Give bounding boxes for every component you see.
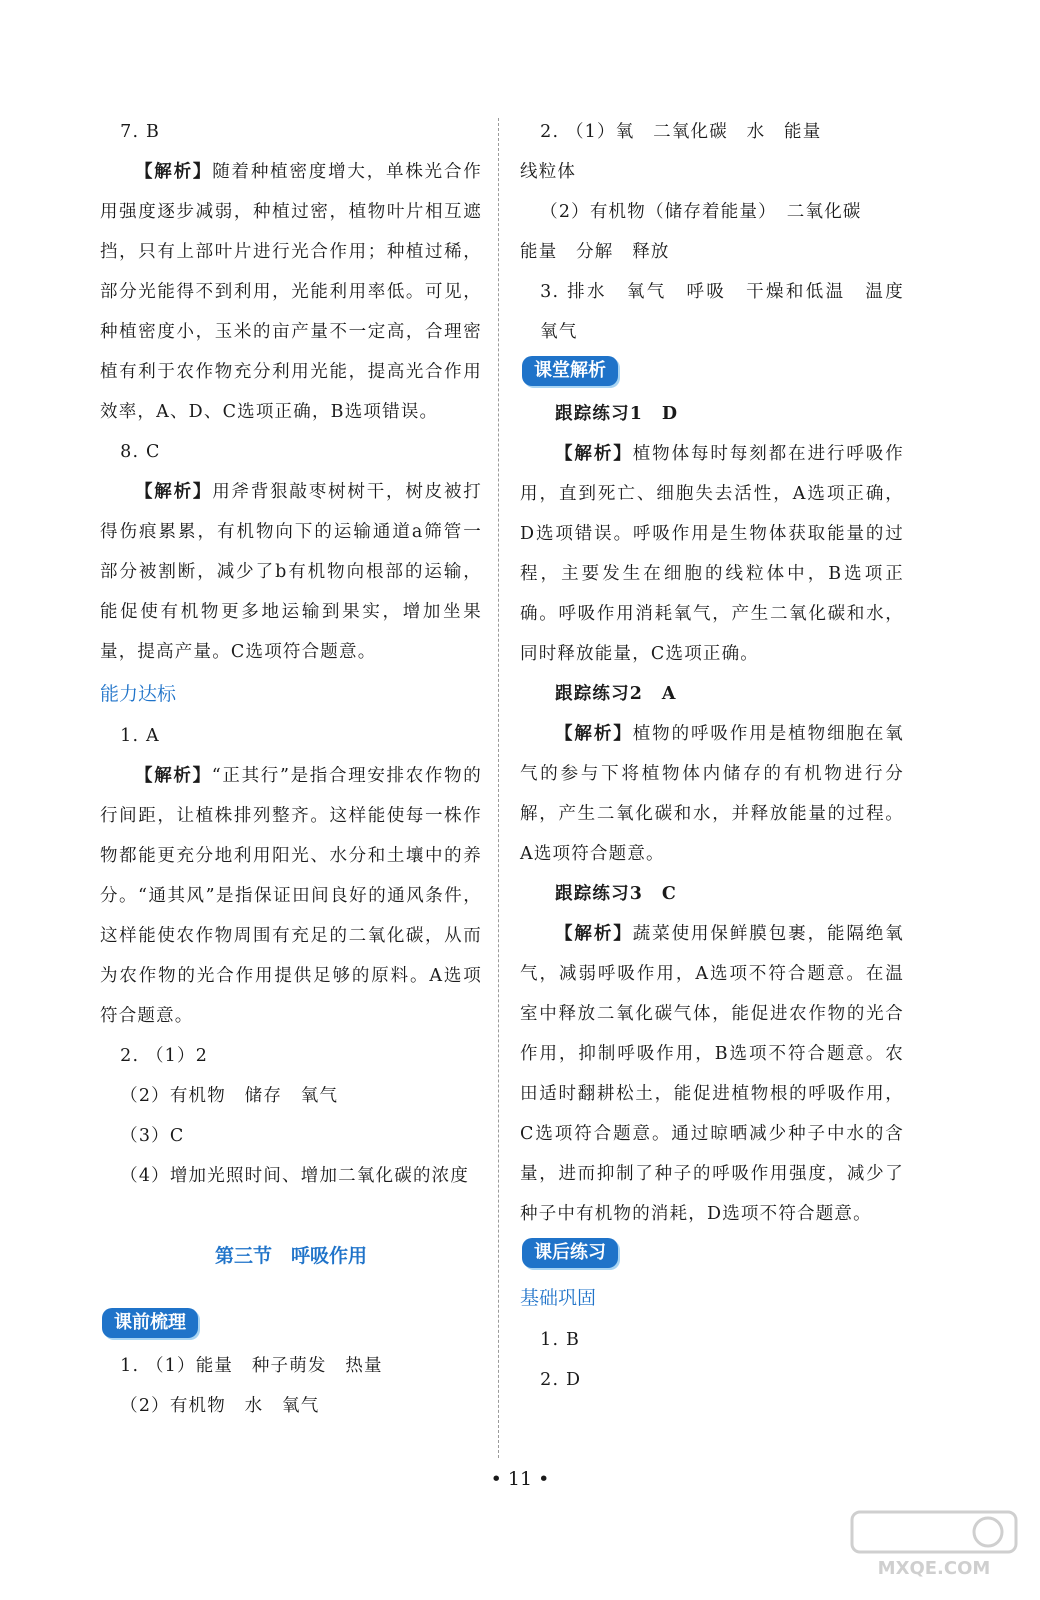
answer-7: 7. B: [120, 122, 161, 142]
analysis-text: 随着种植密度增大，单株光合作用强度逐步减弱，种植过密，植物叶片相互遮挡，只有上部叶片进行光合作用；种植过稀，部分光能得不到利用，光能利用率低。可见，种植密度小，玉米的亩产量不一定高，合理密植有利于农作物充分利用光能，提高光合作用效率，A、D、C选项正确，B选项错误。: [100, 162, 482, 422]
column-divider: [498, 118, 499, 1458]
analysis-tag: 【解析】: [135, 766, 212, 786]
watermark-logo: [848, 1508, 1020, 1580]
analysis-7: [100, 152, 482, 432]
analysis-8: [100, 472, 482, 672]
analysis-tag: 【解析】: [555, 444, 633, 464]
analysis-tag: 【解析】: [135, 162, 213, 182]
tracking-1-analysis: [520, 434, 904, 674]
pre-answer-1-1: 1. （1）能量 种子萌发 热量: [120, 1356, 383, 1376]
ability-analysis-1: [100, 756, 482, 1036]
left-column: [100, 112, 482, 1426]
analysis-text: 用斧背狠敲枣树树干，树皮被打得伤痕累累，有机物向下的运输通道a筛管一部分被割断，减少了b有机物向根部的运输，能促使有机物更多地运输到果实，增加坐果量，提高产量。C选项符合题意。: [100, 482, 482, 662]
ability-answer-2-4: （4）增加光照时间、增加二氧化碳的浓度: [120, 1166, 470, 1186]
tracking-2: 跟踪练习2 A: [555, 684, 677, 704]
analysis-text: 植物体每时每刻都在进行呼吸作用，直到死亡、细胞失去活性，A选项正确，D选项错误。呼吸作用是生物体获取能量的过程，主要发生在细胞的线粒体中，B选项正确。呼吸作用消耗氧气，产生二氧化碳和水，同时释放能量，C选项正确。: [520, 444, 904, 664]
watermark-text: MXQE.COM: [877, 1558, 991, 1579]
analysis-text: 植物的呼吸作用是植物细胞在氧气的参与下将植物体内储存的有机物进行分解，产生二氧化碳和水，并释放能量的过程。A选项符合题意。: [520, 724, 904, 864]
tracking-3: 跟踪练习3 C: [555, 884, 678, 904]
pre-answer-2-2b: 能量 分解 释放: [520, 242, 670, 262]
chapter-title: 第三节 呼吸作用: [214, 1245, 367, 1267]
ability-answer-2-2: （2）有机物 储存 氧气: [120, 1086, 339, 1106]
tracking-3-analysis: [520, 914, 904, 1234]
pre-answer-3: 3. 排水 氧气 呼吸 干燥和低温 温度 氧气: [540, 282, 923, 342]
basic-answer-2: 2. D: [540, 1370, 582, 1390]
tracking-1: 跟踪练习1 D: [555, 404, 679, 424]
answer-8: 8. C: [120, 442, 161, 462]
analysis-text: 蔬菜使用保鲜膜包裹，能隔绝氧气，减弱呼吸作用，A选项不符合题意。在温室中释放二氧化碳气体，能促进农作物的光合作用，抑制呼吸作用，B选项不符合题意。农田适时翻耕松土，能促进植物根的呼吸作用，C选项符合题意。通过晾晒减少种子中水的含量，进而抑制了种子的呼吸作用强度，减少了种子中有机物的消耗，D选项不符合题意。: [520, 924, 904, 1224]
badge-in-class: 课堂解析: [522, 356, 618, 386]
analysis-tag: 【解析】: [555, 724, 633, 744]
tracking-2-analysis: [520, 714, 904, 874]
pre-answer-2-1b: 线粒体: [520, 162, 577, 182]
ability-answer-2-1: 2. （1）2: [120, 1046, 209, 1066]
analysis-tag: 【解析】: [135, 482, 213, 502]
badge-pre-class: 课前梳理: [102, 1308, 198, 1338]
ability-answer-2-3: （3）C: [120, 1126, 185, 1146]
ability-answer-1: 1. A: [120, 726, 160, 746]
pre-answer-1-2: （2）有机物 水 氧气: [120, 1396, 320, 1416]
analysis-text: “正其行”是指合理安排农作物的行间距，让植株排列整齐。这样能使每一株作物都能更充分地利用阳光、水分和土壤中的养分。“通其风”是指保证田间良好的通风条件，这样能使农作物周围有充足的二氧化碳，从而为农作物的光合作用提供足够的原料。A选项符合题意。: [100, 766, 482, 1026]
right-column: [520, 112, 923, 1400]
analysis-tag: 【解析】: [555, 924, 633, 944]
pre-answer-2-2: （2）有机物（储存着能量） 二氧化碳: [540, 202, 862, 222]
basic-answer-1: 1. B: [540, 1330, 581, 1350]
badge-after-class: 课后练习: [522, 1238, 618, 1268]
pre-answer-2-1: 2. （1）氧 二氧化碳 水 能量: [540, 122, 822, 142]
section-basic: 基础巩固: [520, 1287, 597, 1309]
page-number: • 11 •: [490, 1468, 550, 1490]
section-ability: 能力达标: [100, 683, 177, 705]
